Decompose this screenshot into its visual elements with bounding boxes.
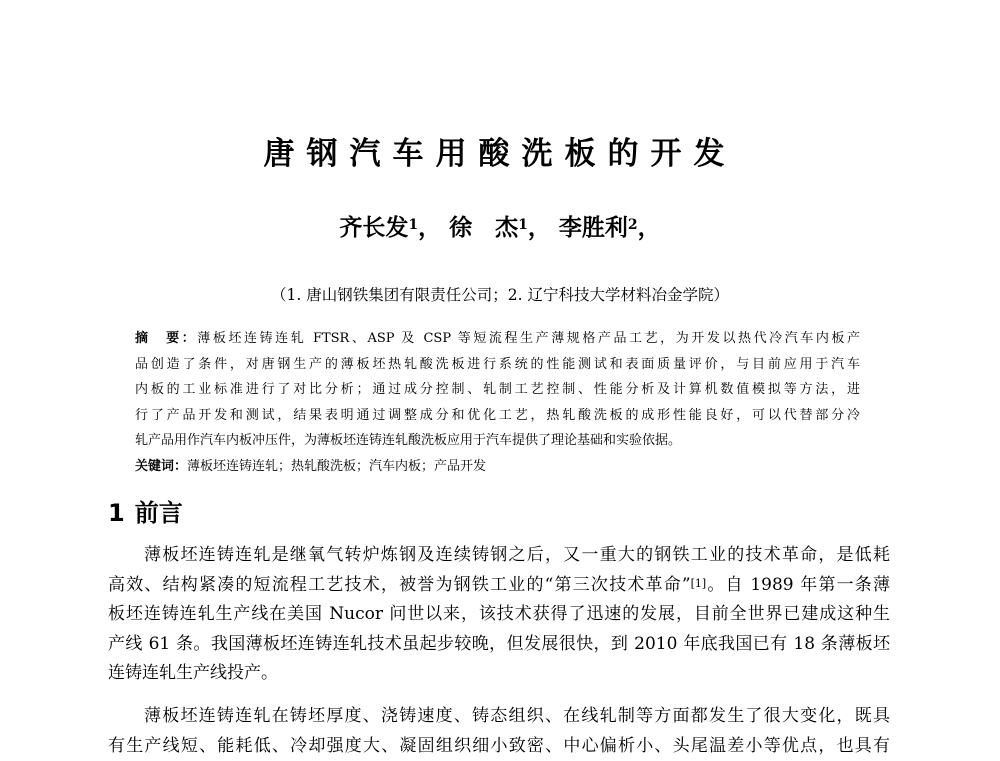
keywords-line [135,456,486,478]
body-paragraph [108,541,890,689]
abstract-line [135,326,860,352]
author-affiliation-mark: 2 [628,217,638,233]
author-separator: ， [638,214,661,241]
author-name: 李胜利 [559,214,628,241]
author-separator: ， [528,214,551,241]
author-name: 齐长发 [339,214,408,241]
paragraph-line: 薄板坯连铸连轧在铸坯厚度、浇铸速度、铸态组织、在线轧制等方面都发生了很大变化，既具 [108,702,890,732]
author-list [0,212,1000,244]
paper-title: 唐钢汽车用酸洗板的开发 [0,134,1000,174]
keywords-label: 关键词： [135,459,187,474]
abstract-block [135,326,860,454]
paragraph-text: 。自 1989 年第一条薄 [706,575,890,595]
abstract-line: 行了产品开发和测试，结果表明通过调整成分和优化工艺，热轧酸洗板的成形性能良好，可以代替部分冷 [135,403,860,429]
citation-ref: [1] [691,577,707,590]
abstract-line: 内板的工业标准进行了对比分析；通过成分控制、轧制工艺控制、性能分析及计算机数值模拟等方法，进 [135,377,860,403]
paragraph-line: 连铸连轧生产线投产。 [108,659,890,689]
paragraph-line: 板坯连铸连轧生产线在美国 Nucor 问世以来，该技术获得了迅速的发展，目前全世界已建成这种生 [108,600,890,630]
section-number: 1 [108,499,125,527]
paragraph-line: 薄板坯连铸连轧是继氧气转炉炼钢及连续铸钢之后，又一重大的钢铁工业的技术革命，是低耗 [108,541,890,571]
abstract-label: 摘 要： [135,331,197,346]
author-separator: ， [418,214,441,241]
paragraph-line: 有生产线短、能耗低、冷却强度大、凝固组织细小致密、中心偏析小、头尾温差小等优点，也具有 [108,732,890,761]
author-name: 徐 杰 [449,214,518,241]
paragraph-line [108,571,890,601]
affiliation-line: （1. 唐山钢铁集团有限责任公司；2. 辽宁科技大学材料冶金学院） [0,284,1000,306]
section-title: 前言 [135,499,183,527]
author-affiliation-mark: 1 [518,217,528,233]
paragraph-text: 高效、结构紧凑的短流程工艺技术，被誉为钢铁工业的“第三次技术革命” [108,575,691,595]
abstract-line: 轧产品用作汽车内板冲压件，为薄板坯连铸连轧酸洗板应用于汽车提供了理论基础和实验依据。 [135,428,860,454]
abstract-line: 品创造了条件，对唐钢生产的薄板坯热轧酸洗板进行系统的性能测试和表面质量评价，与目前应用于汽车 [135,352,860,378]
paragraph-line: 产线 61 条。我国薄板坯连铸连轧技术虽起步较晚，但发展很快，到 2010 年底我国已有 18 条薄板坯 [108,630,890,660]
body-paragraph [108,702,890,761]
section-heading [108,497,183,529]
author-affiliation-mark: 1 [408,217,418,233]
keywords-text: 薄板坯连铸连轧；热轧酸洗板；汽车内板；产品开发 [187,459,486,474]
abstract-text: 薄板坯连铸连轧 FTSR、ASP 及 CSP 等短流程生产薄规格产品工艺，为开发以热代冷汽车内板产 [197,331,860,346]
